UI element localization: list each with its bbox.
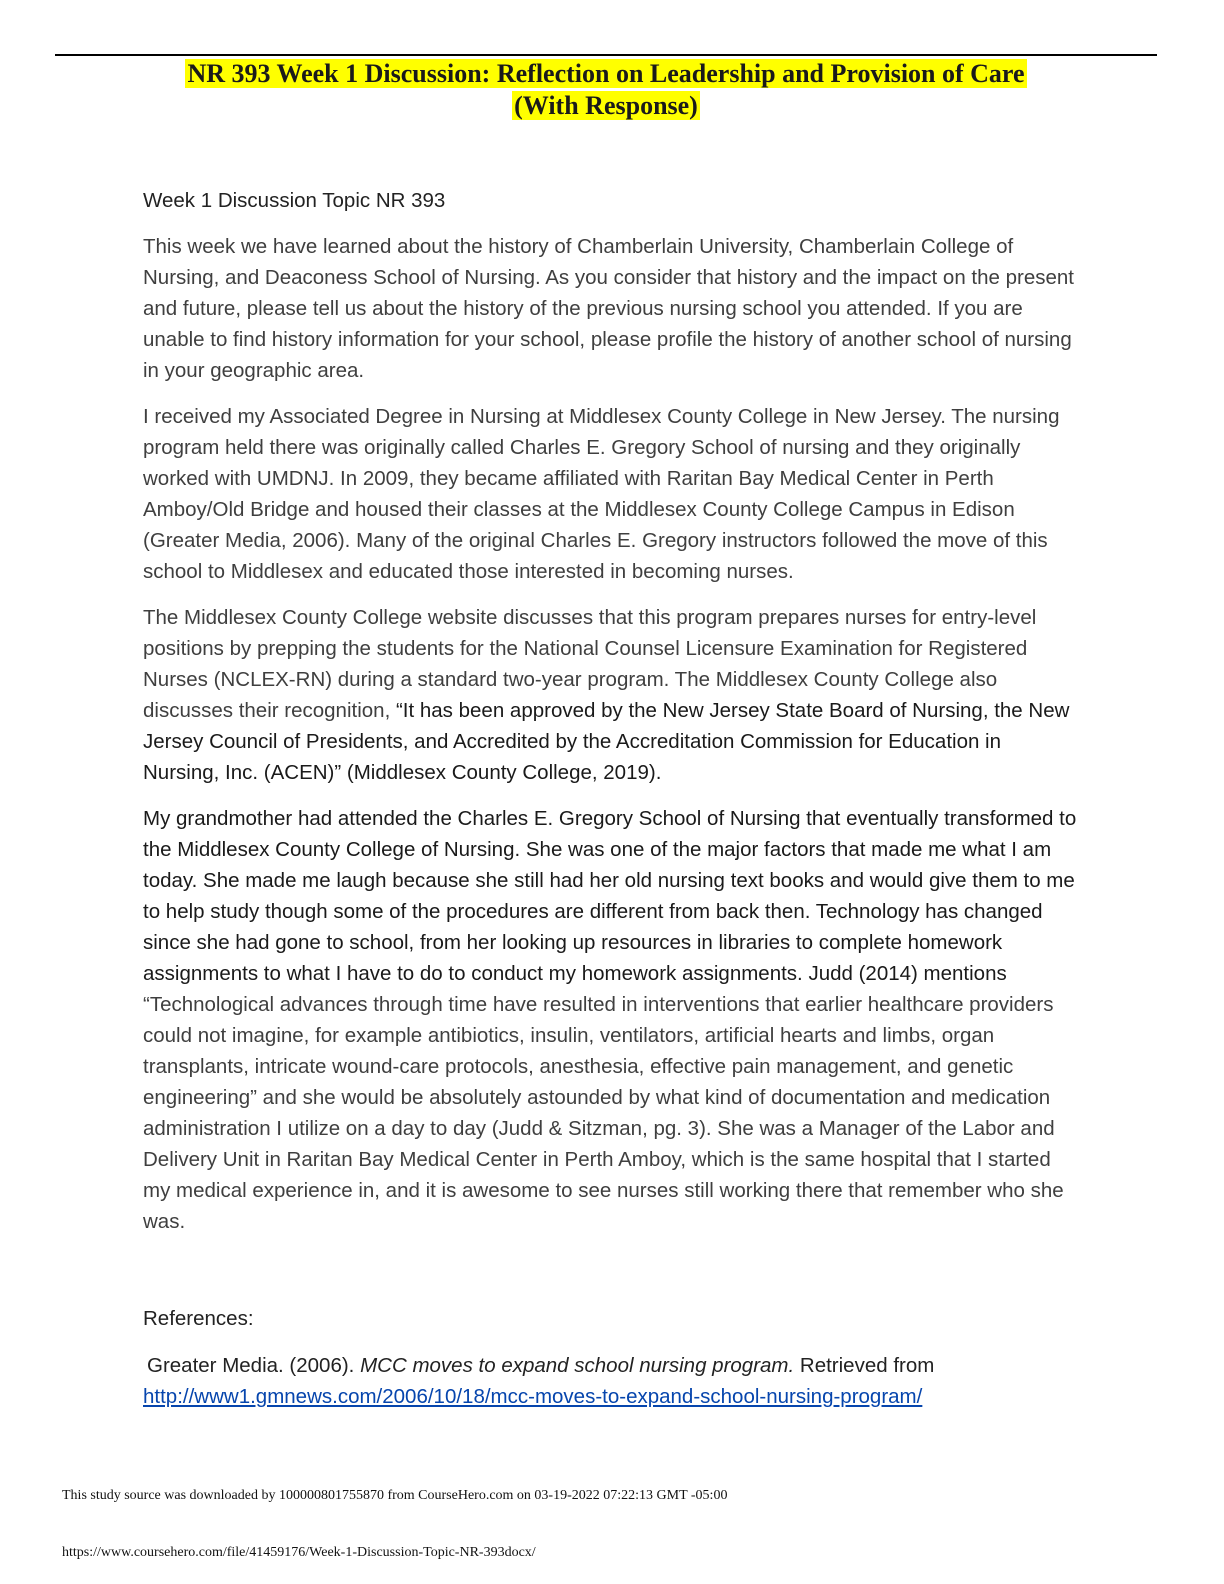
grandmother-text: My grandmother had attended the Charles E. Gregory School of Nursing that eventually transformed to the Middlesex County College of Nursing. She was one of the major factors that made me what I am today. She made me laugh because she still had her old nursing text books and would give them to me to help study though some of the procedures are different from back then. Technology has changed since she had gone to school, from her looking up resources in libraries to complete homework assignments to what I have to do to conduct my homework assignments. Judd (2014) mentions <box>143 807 1077 985</box>
source-url: https://www.coursehero.com/file/41459176/Week-1-Discussion-Topic-NR-393docx/ <box>62 1545 536 1560</box>
reference-retrieved: Retrieved from <box>794 1354 935 1377</box>
program-text: The Middlesex County College website discusses that this program prepares nurses for entry-level positions by prepping the students for the National Counsel Licensure Examination for Registered Nurses (NCLEX-RN) during a standard two-year program. The Middlesex County College also discusses their recognition, <box>143 606 1037 722</box>
prompt-text: This week we have learned about the history of Chamberlain University, Chamberlain College of Nursing, and Deaconess School of Nursing. As you consider that history and the impact on the present and future, please tell us about the history of the previous nursing school you attended. If you are unable to find history information for your school, please profile the history of another school of nursing in your geographic area. <box>143 235 1074 382</box>
school-history-text: I received my Associated Degree in Nursing at Middlesex County College in New Jersey. The nursing program held there was originally called Charles E. Gregory School of nursing and they originally worked with UMDNJ. In 2009, they became affiliated with Raritan Bay Medical Center in Perth Amboy/Old Bridge and housed their classes at the Middlesex County College Campus in Edison (Greater Media, 2006). Many of the original Charles E. Gregory instructors followed the move of this school to Middlesex and educated those interested in becoming nurses. <box>143 405 1060 583</box>
grandmother-quote: “Technological advances through time have resulted in interventions that earlier healthcare providers could not imagine, for example antibiotics, insulin, ventilators, artificial hearts and limbs, organ transplants, intricate wound-care protocols, anesthesia, effective pain management, and genetic engineering” and she would be absolutely astounded by what kind of documentation and medication administration I utilize on a day to day (Judd & Sitzman, pg. 3). She was a Manager of the Labor and Delivery Unit in Raritan Bay Medical Center in Perth Amboy, which is the same hospital that I started my medical experience in, and it is awesome to see nurses still working there that remember who she was. <box>143 993 1064 1233</box>
title-line-2: (With Response) <box>514 91 698 120</box>
document-title <box>100 58 1112 122</box>
reference-link[interactable]: http://www1.gmnews.com/2006/10/18/mcc-moves-to-expand-school-nursing-program/ <box>143 1385 923 1408</box>
references-heading: References: <box>143 1307 254 1330</box>
download-source-notice: This study source was downloaded by 100000801755870 from CourseHero.com on 03-19-2022 07:22:13 GMT -05:00 <box>62 1488 728 1503</box>
school-history-paragraph <box>143 401 1078 587</box>
program-paragraph <box>143 602 1078 788</box>
reference-author: Greater Media. (2006). <box>147 1354 361 1377</box>
document-body <box>143 185 1078 1427</box>
title-line-1: NR 393 Week 1 Discussion: Reflection on Leadership and Provision of Care <box>187 59 1025 88</box>
prompt-paragraph <box>143 231 1078 386</box>
grandmother-paragraph <box>143 803 1078 1237</box>
reference-title: MCC moves to expand school nursing program. <box>360 1354 795 1377</box>
program-quote: “It has been approved by the New Jersey State Board of Nursing, the New Jersey Council of Presidents, and Accredited by the Accreditation Commission for Education in Nursing, Inc. (ACEN)” (Middlesex County College, 2019). <box>143 699 1070 784</box>
topic-heading: Week 1 Discussion Topic NR 393 <box>143 189 446 212</box>
top-rule <box>55 54 1157 56</box>
reference-entry <box>143 1350 1078 1412</box>
